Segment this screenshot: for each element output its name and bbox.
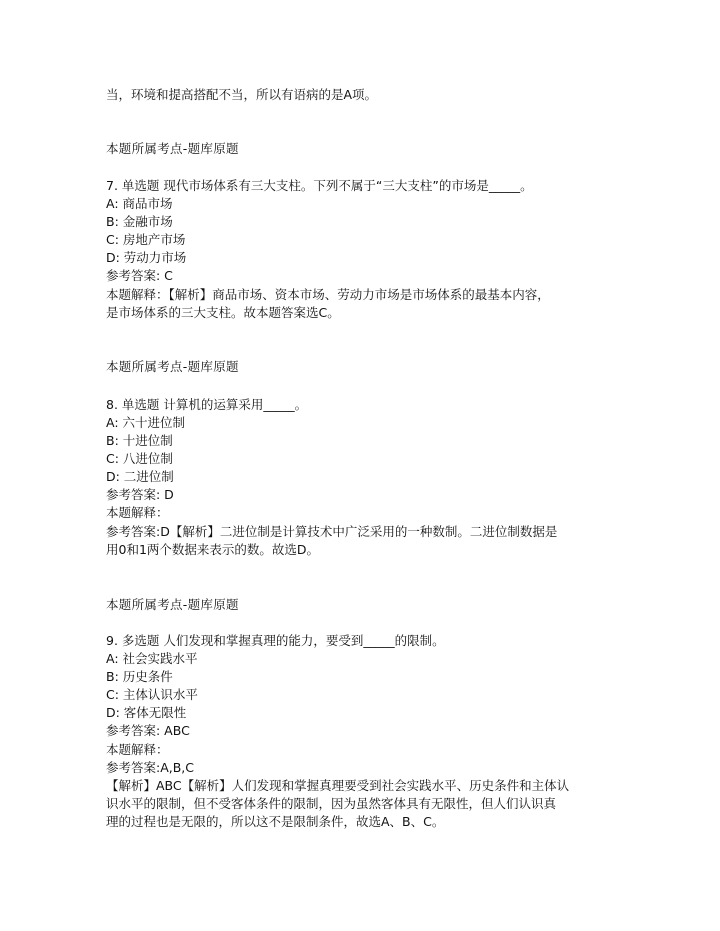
question-option: B: 金融市场 bbox=[106, 214, 173, 229]
question-option: A: 商品市场 bbox=[106, 196, 173, 211]
question-option: A: 社会实践水平 bbox=[106, 651, 198, 666]
question-option: B: 十进位制 bbox=[106, 433, 173, 448]
question-header: 8. 单选题 计算机的运算采用_____。 bbox=[106, 397, 308, 412]
question-answer: 参考答案: D bbox=[106, 487, 174, 502]
question-option: D: 二进位制 bbox=[106, 469, 174, 484]
question-explanation: 参考答案:D【解析】二进位制是计算技术中广泛采用的一种数制。二进位制数据是 bbox=[106, 524, 558, 539]
question-source: 本题所属考点-题库原题 bbox=[106, 141, 239, 156]
question-option: B: 历史条件 bbox=[106, 669, 173, 684]
question-explanation: 本题解释： bbox=[106, 742, 169, 757]
question-explanation: 理的过程也是无限的，所以这不是限制条件，故选A、B、C。 bbox=[106, 814, 445, 829]
question-option: A: 六十进位制 bbox=[106, 415, 186, 430]
question-header: 7. 单选题 现代市场体系有三大支柱。下列不属于“三大支柱”的市场是_____。 bbox=[106, 178, 533, 193]
question-explanation: 用0和1两个数据来表示的数。故选D。 bbox=[106, 542, 320, 557]
question-answer: 参考答案: ABC bbox=[106, 723, 190, 738]
question-option: D: 劳动力市场 bbox=[106, 250, 187, 265]
question-explanation: 本题解释： bbox=[106, 505, 169, 520]
question-option: C: 房地产市场 bbox=[106, 232, 186, 247]
question-source: 本题所属考点-题库原题 bbox=[106, 597, 239, 612]
question-option: C: 主体认识水平 bbox=[106, 687, 198, 702]
question-explanation: 识水平的限制，但不受客体条件的限制，因为虽然客体具有无限性，但人们认识真 bbox=[106, 796, 557, 811]
question-explanation: 是市场体系的三大支柱。故本题答案选C。 bbox=[106, 305, 340, 320]
question-explanation: 本题解释：【解析】商品市场、资本市场、劳动力市场是市场体系的最基本内容， bbox=[106, 287, 550, 302]
intro-text: 当，环境和提高搭配不当，所以有语病的是A项。 bbox=[106, 87, 378, 102]
question-option: D: 客体无限性 bbox=[106, 705, 187, 720]
question-explanation: 参考答案:A,B,C bbox=[106, 760, 195, 775]
question-answer: 参考答案: C bbox=[106, 268, 173, 283]
question-source: 本题所属考点-题库原题 bbox=[106, 359, 239, 374]
question-explanation: 【解析】ABC【解析】人们发现和掌握真理要受到社会实践水平、历史条件和主体认 bbox=[106, 778, 570, 793]
question-option: C: 八进位制 bbox=[106, 451, 173, 466]
question-header: 9. 多选题 人们发现和掌握真理的能力，要受到_____的限制。 bbox=[106, 633, 445, 648]
